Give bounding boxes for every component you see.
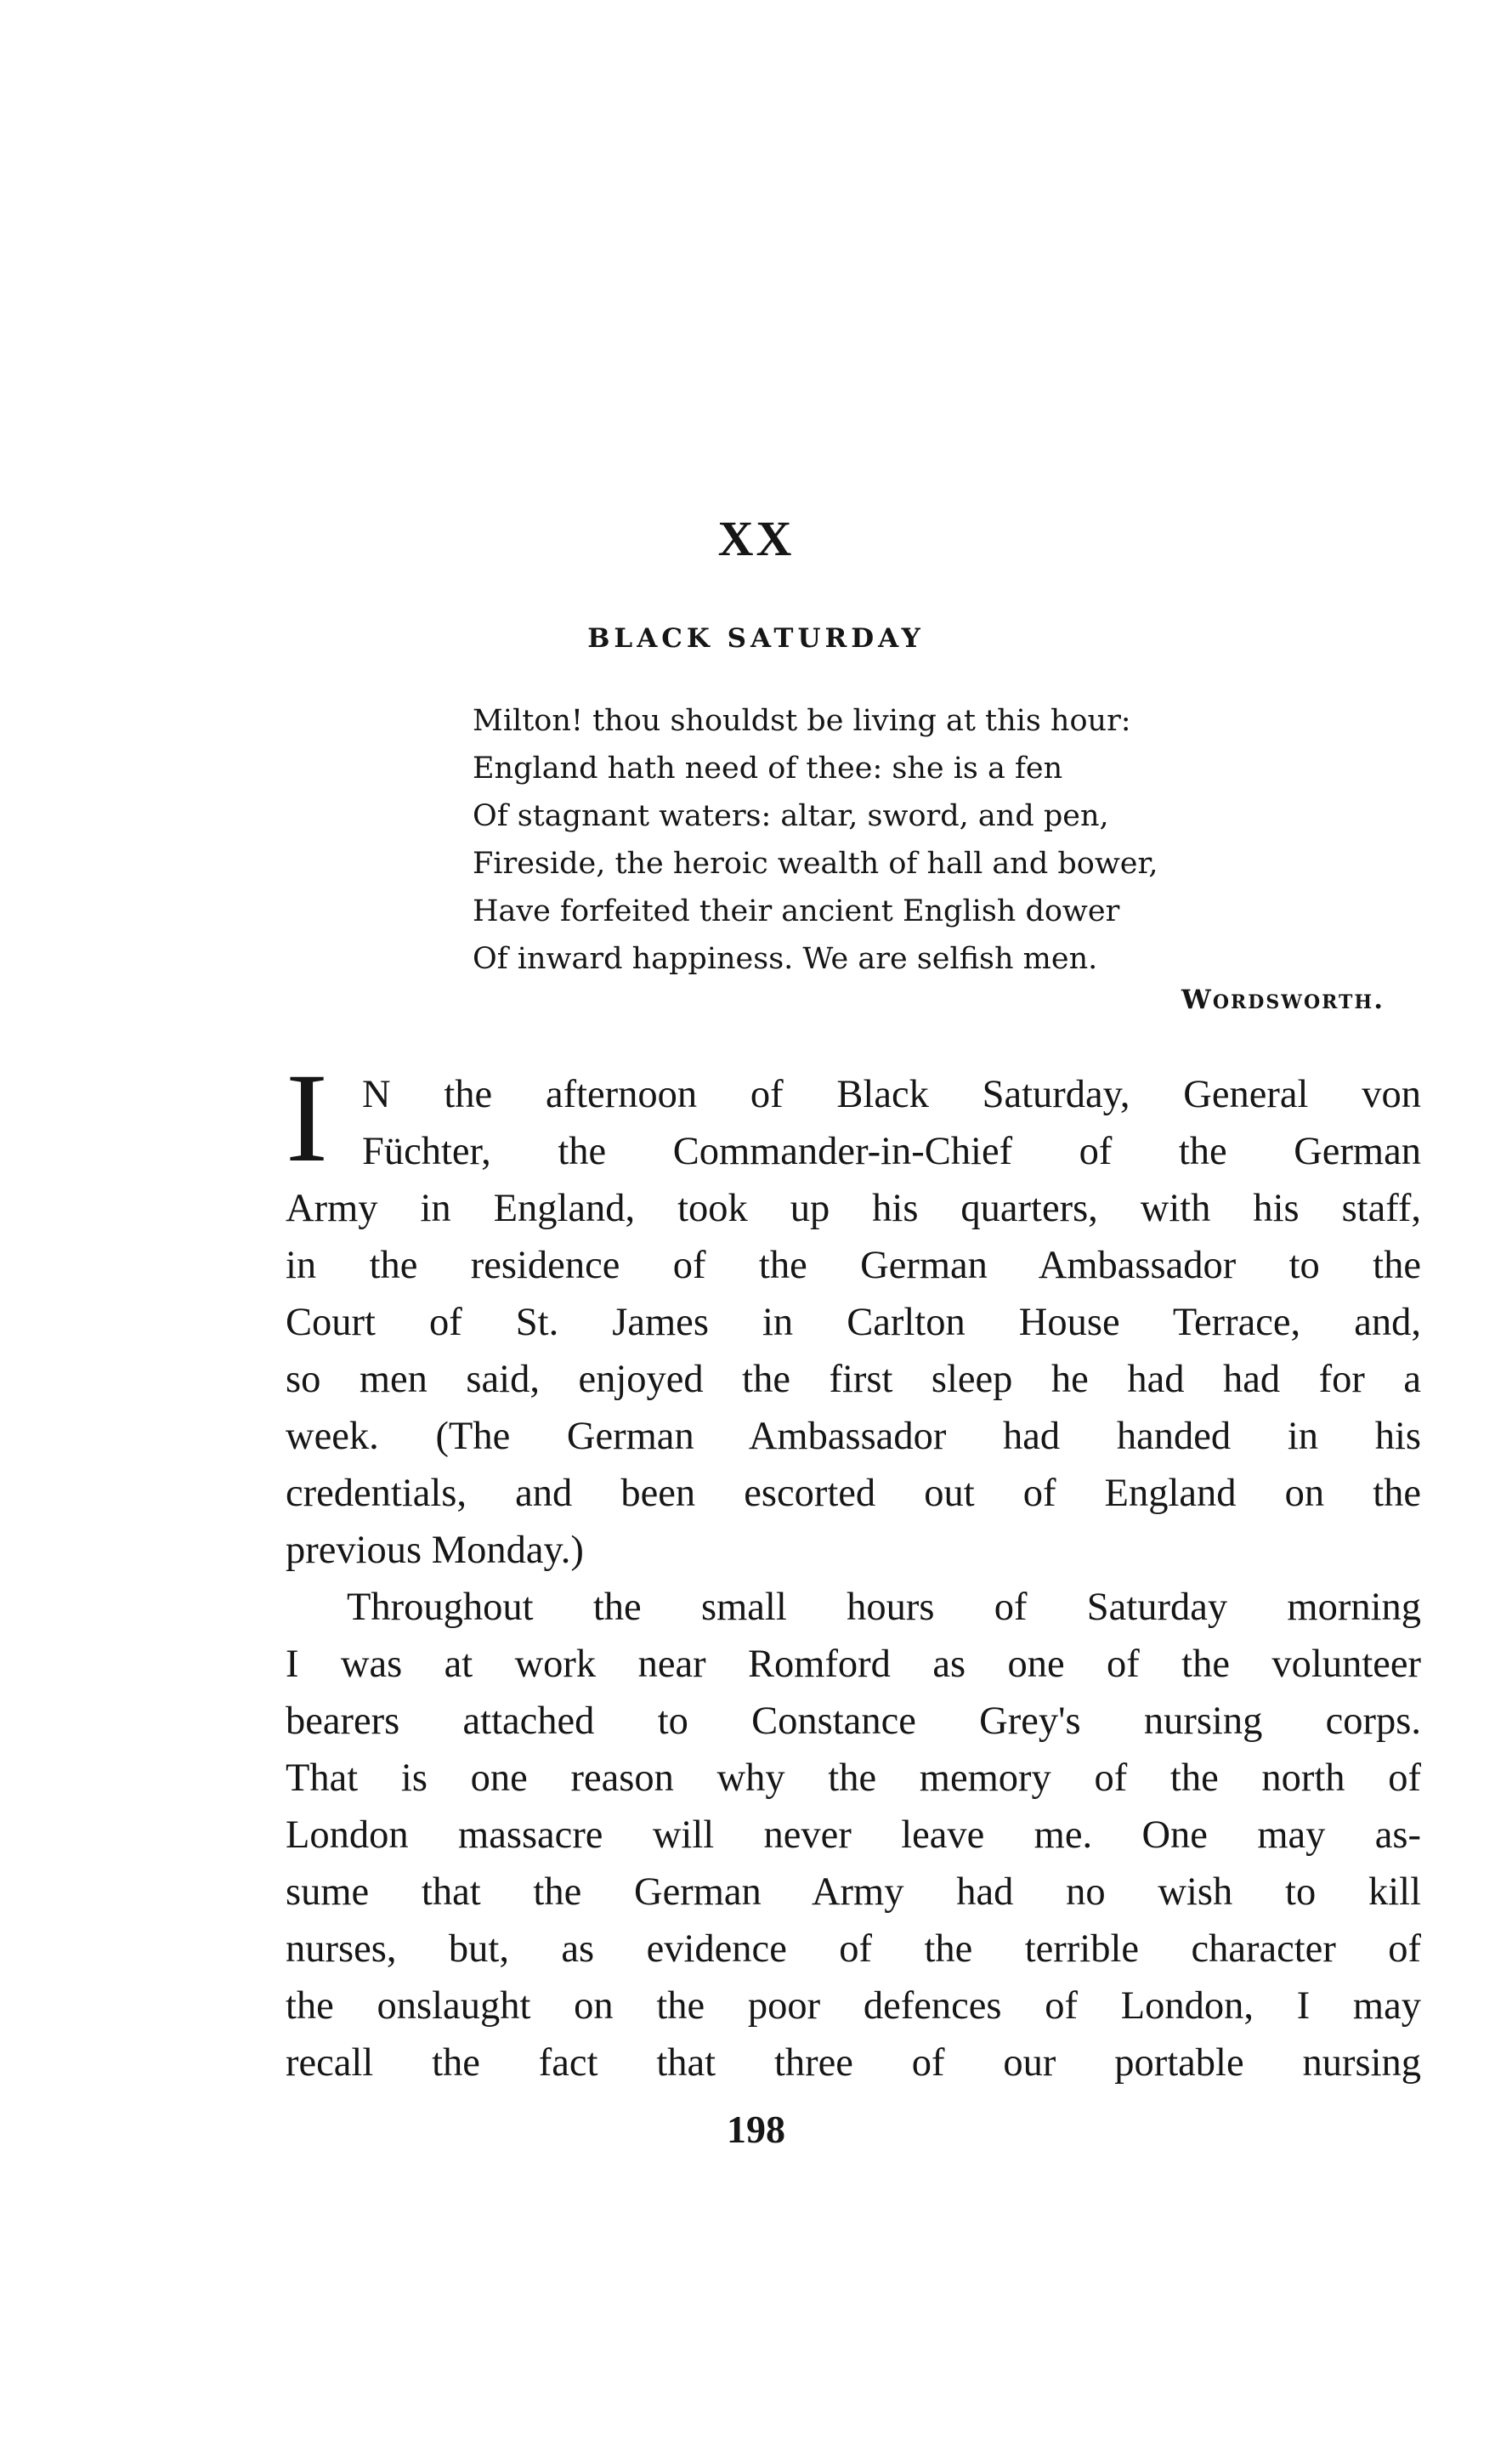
epigraph-attribution: Wordsworth. — [1181, 985, 1385, 1015]
text-line: the onslaught on the poor defences of London, I may — [286, 1984, 1421, 2028]
text-line: N the afternoon of Black Saturday, General von — [362, 1073, 1421, 1116]
epigraph-line: Of stagnant waters: altar, sword, and pen, — [473, 799, 1109, 833]
epigraph-line: England hath need of thee: she is a fen — [473, 752, 1063, 786]
text-line: week. (The German Ambassador had handed in his — [286, 1415, 1421, 1458]
drop-cap: I — [286, 1047, 328, 1189]
text-line: bearers attached to Constance Grey's nursing corps. — [286, 1699, 1421, 1743]
body-text — [286, 1066, 1421, 2091]
epigraph-line: Of inward happiness. We are selfish men. — [473, 942, 1098, 976]
text-line: Füchter, the Commander-in-Chief of the German — [362, 1130, 1421, 1173]
text-line: sume that the German Army had no wish to kill — [286, 1870, 1421, 1914]
epigraph — [473, 697, 1390, 983]
text-line: recall the fact that three of our portable nursing — [286, 2041, 1421, 2085]
text-line: so men said, enjoyed the first sleep he had had for a — [286, 1358, 1421, 1401]
text-line: in the residence of the German Ambassador to the — [286, 1244, 1421, 1287]
chapter-number: XX — [717, 511, 795, 566]
text-line: I was at work near Romford as one of the volunteer — [286, 1643, 1421, 1686]
text-line: Court of St. James in Carlton House Terrace, and, — [286, 1301, 1421, 1344]
text-line: That is one reason why the memory of the north of — [286, 1756, 1421, 1800]
epigraph-line: Fireside, the heroic wealth of hall and bower, — [473, 847, 1158, 881]
text-line: credentials, and been escorted out of England on the — [286, 1472, 1421, 1515]
text-line: Throughout the small hours of Saturday morning — [347, 1586, 1421, 1629]
text-line: London massacre will never leave me. One may as- — [286, 1813, 1421, 1857]
text-line: Army in England, took up his quarters, with his staff, — [286, 1187, 1421, 1230]
text-line: nurses, but, as evidence of the terrible character of — [286, 1927, 1421, 1971]
epigraph-line: Have forfeited their ancient English dower — [473, 894, 1120, 928]
page-number: 198 — [727, 2108, 785, 2151]
epigraph-line: Milton! thou shouldst be living at this hour: — [473, 704, 1131, 738]
text-line: previous Monday.) — [286, 1529, 584, 1572]
chapter-title: BLACK SATURDAY — [587, 623, 925, 654]
